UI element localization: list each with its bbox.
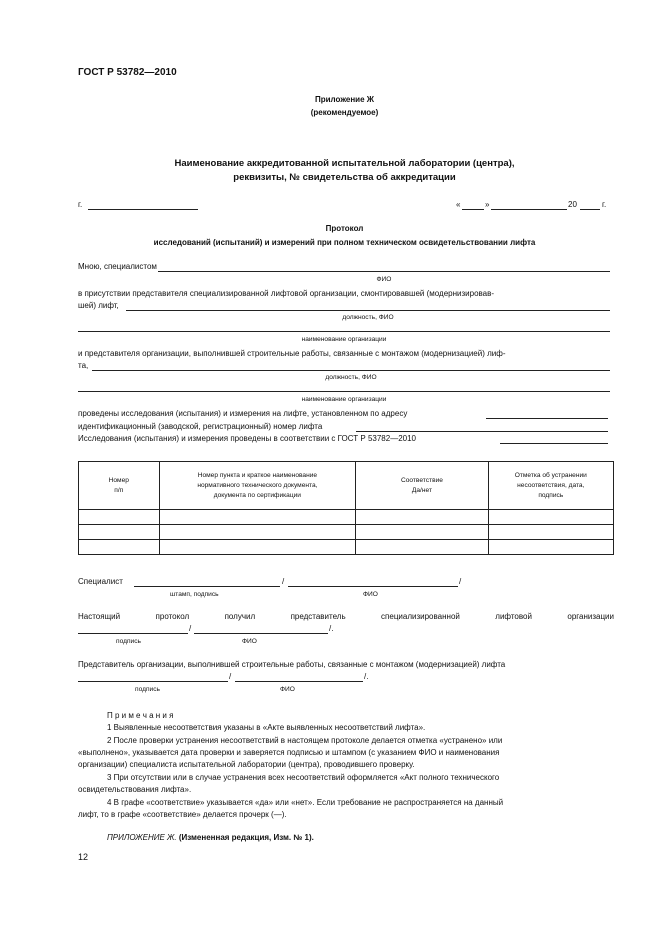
body-presence-a: в присутствии представителя специализированной лифтовой организации, смонтировавшей (модернизировав- — [78, 289, 495, 298]
col-remark: Отметка об устранении несоответствия, дата, подпись — [488, 462, 613, 510]
date-close-quote: » — [485, 200, 490, 209]
caption-stamp-sign: штамп, подпись — [170, 591, 219, 598]
lab-title-line1: Наименование аккредитованной испытательной лаборатории (центра), — [174, 158, 515, 169]
amendment-italic: ПРИЛОЖЕНИЕ Ж. — [107, 833, 177, 842]
specialist-label: Специалист — [78, 577, 123, 586]
builder-sign-line — [78, 681, 228, 682]
presence-line — [126, 310, 610, 311]
notes-title: П р и м е ч а н и я — [107, 711, 174, 720]
slash: /. — [329, 624, 334, 633]
city-label: г. — [78, 200, 83, 209]
date-year-prefix: 20 — [568, 200, 577, 209]
body-presence-b: шей) лифт, — [78, 301, 119, 310]
date-year-line — [580, 209, 600, 210]
col-document: Номер пункта и краткое наименование нормативного технического документа, документа по сертификации — [159, 462, 356, 510]
caption-sign: подпись — [116, 638, 141, 645]
standard-line — [500, 443, 608, 444]
caption-fio-4: ФИО — [280, 686, 295, 693]
body-builder-a: и представителя организации, выполнившей строительные работы, связанные с монтажом (модернизацией) лиф- — [78, 349, 506, 358]
body-address: проведены исследования (испытания) и измерения на лифте, установленном по адресу — [78, 409, 408, 418]
builder-rep-label: Представитель организации, выполнившей строительные работы, связанные с монтажом (модернизацией) лифта — [78, 660, 506, 669]
caption-org-name-2: наименование организации — [301, 396, 387, 403]
caption-fio-3: ФИО — [242, 638, 257, 645]
col-number: Номер п/п — [79, 462, 160, 510]
date-month-line — [491, 209, 567, 210]
note-2c: организации) специалиста испытательной лаборатории (центра), проводившего проверку. — [78, 760, 415, 769]
slash: / — [229, 672, 232, 681]
specialist-sign-line — [134, 586, 280, 587]
caption-org-name: наименование организации — [301, 336, 387, 343]
date-year-suffix: г. — [602, 200, 607, 209]
amendment-rest: (Измененная редакция, Изм. № 1). — [176, 833, 314, 842]
caption-position-fio: должность, ФИО — [342, 314, 394, 321]
note-3a: 3 При отсутствии или в случае устранения всех несоответствий оформляется «Акт полного технического — [107, 773, 500, 782]
results-table — [78, 461, 614, 555]
received-line: Настоящий протокол получил представитель специализированной лифтовой организации — [78, 612, 614, 621]
slash: / — [459, 577, 462, 586]
table-row — [79, 525, 614, 540]
amendment — [107, 833, 314, 842]
note-2b: «выполнено», указывается дата проверки и заверяется подписью и штампом (с указанием ФИО и наименования — [78, 748, 500, 757]
ident-line — [356, 431, 608, 432]
document-header: ГОСТ Р 53782—2010 — [78, 67, 177, 78]
caption-fio-2: ФИО — [363, 591, 378, 598]
annex-title: Приложение Ж — [315, 95, 374, 104]
body-standard: Исследования (испытания) и измерения проведены в соответствии с ГОСТ Р 53782—2010 — [78, 434, 416, 443]
note-3b: освидетельствования лифта». — [78, 785, 192, 794]
note-2a: 2 После проверки устранения несоответствий в настоящем протоколе делается отметка «устранено» или — [107, 736, 503, 745]
org-line-1 — [78, 331, 610, 332]
date-day-line — [462, 209, 484, 210]
specialist-fio-line — [288, 586, 458, 587]
table-header-row — [79, 462, 614, 510]
note-1: 1 Выявленные несоответствия указаны в «Акте выявленных несоответствий лифта». — [107, 723, 426, 732]
protocol-title: Протокол — [325, 224, 364, 233]
page-number: 12 — [78, 852, 89, 862]
date-open-quote: « — [456, 200, 461, 209]
body-specialist: Мною, специалистом — [78, 262, 157, 271]
annex-subtitle: (рекомендуемое) — [310, 108, 379, 117]
col-compliance: Соответствие Да/нет — [356, 462, 488, 510]
table-row — [79, 540, 614, 555]
protocol-subtitle: исследований (испытаний) и измерений при полном техническом освидетельствовании лифта — [153, 238, 536, 247]
specialist-line — [158, 271, 610, 272]
body-ident: идентификационный (заводской, регистрационный) номер лифта — [78, 422, 323, 431]
lab-title-line2: реквизиты, № свидетельства об аккредитации — [233, 172, 456, 183]
slash: / — [282, 577, 285, 586]
received-fio-line — [194, 633, 328, 634]
table-row — [79, 510, 614, 525]
body-builder-b: та, — [78, 361, 89, 370]
caption-fio: ФИО — [376, 276, 392, 283]
received-sign-line — [78, 633, 188, 634]
builder-line — [92, 370, 610, 371]
note-4a: 4 В графе «соответствие» указывается «да» или «нет». Если требование не распространяется на данный — [107, 798, 504, 807]
slash: / — [189, 624, 192, 633]
builder-fio-line — [235, 681, 363, 682]
note-4b: лифт, то в графе «соответствие» делается прочерк (—). — [78, 810, 287, 819]
org-line-2 — [78, 391, 610, 392]
address-line — [486, 418, 608, 419]
caption-position-fio-2: должность, ФИО — [325, 374, 377, 381]
city-line — [88, 209, 198, 210]
slash: /. — [364, 672, 369, 681]
caption-sign-2: подпись — [135, 686, 160, 693]
